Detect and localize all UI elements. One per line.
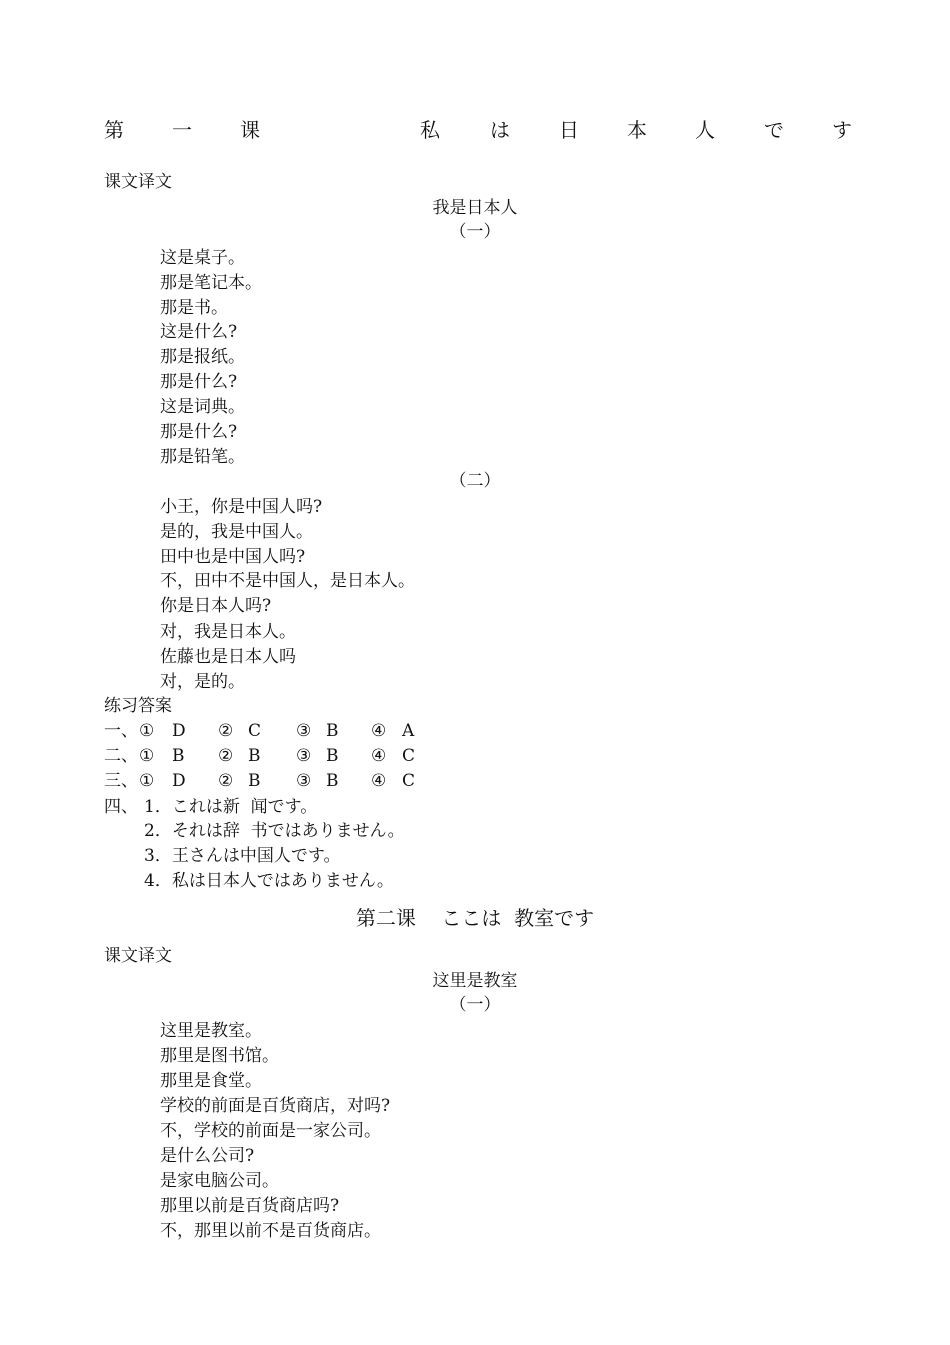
answer-choice: C	[248, 721, 262, 741]
answer-row-label: 一、	[104, 721, 138, 741]
lesson2-title: 第二课 ここは 教室です	[355, 906, 595, 930]
answer-number: ②	[218, 721, 234, 741]
answer-choice: B	[326, 746, 339, 766]
lesson1-title-char: 本	[627, 118, 647, 142]
lesson1-title-char: は	[490, 118, 510, 142]
lesson1-title-char: す	[832, 118, 852, 142]
answer-choice: A	[402, 721, 415, 741]
answer-number: ④	[371, 746, 387, 766]
lesson1-translation-heading: 课文译文	[104, 172, 172, 192]
answer-number: ④	[371, 771, 387, 791]
section4-label: 四、	[104, 797, 138, 817]
lesson1-title-char: 人	[695, 118, 715, 142]
answers-heading: 练习答案	[104, 696, 172, 716]
text-line: 对，是的。	[160, 672, 245, 692]
text-line: 是的，我是中国人。	[160, 522, 313, 542]
lesson2-translation-heading: 课文译文	[104, 946, 172, 966]
lesson1-part1-label: （一）	[449, 222, 501, 242]
answer-number: ②	[218, 771, 234, 791]
text-line: 2．それは辞 书ではありません。	[144, 821, 405, 841]
text-line: 你是日本人吗?	[160, 596, 272, 616]
lesson1-title-char: 一	[172, 118, 192, 142]
answer-row-label: 三、	[104, 771, 138, 791]
text-line: 是家电脑公司。	[160, 1171, 279, 1191]
text-line: 佐藤也是日本人吗	[160, 647, 296, 667]
answer-choice: C	[402, 771, 416, 791]
answer-choice: B	[326, 721, 339, 741]
lesson2-part1-label: （一）	[449, 995, 501, 1015]
answer-number: ③	[296, 721, 312, 741]
answer-number: ③	[296, 771, 312, 791]
text-line: 4．私は日本人ではありません。	[144, 871, 394, 891]
answer-choice: B	[248, 771, 261, 791]
text-line: 不，学校的前面是一家公司。	[160, 1121, 381, 1141]
lesson1-title-char: 日	[559, 118, 579, 142]
text-line: 那是报纸。	[160, 347, 245, 367]
text-line: 这里是教室。	[160, 1021, 262, 1041]
text-line: 那是什么?	[160, 422, 238, 442]
text-line: 田中也是中国人吗?	[160, 547, 306, 567]
answer-choice: B	[248, 746, 261, 766]
answer-choice: D	[172, 721, 186, 741]
answer-choice: C	[402, 746, 416, 766]
text-line: 那是笔记本。	[160, 273, 262, 293]
text-line: 对，我是日本人。	[160, 622, 296, 642]
lesson1-title-char: で	[764, 118, 784, 142]
text-line: 是什么公司?	[160, 1146, 255, 1166]
lesson1-title-char: 私	[420, 118, 440, 142]
text-line: 这是词典。	[160, 397, 245, 417]
answer-row-label: 二、	[104, 746, 138, 766]
text-line: 那里是图书馆。	[160, 1046, 279, 1066]
lesson1-text-title: 我是日本人	[432, 198, 518, 218]
text-line: 这是桌子。	[160, 248, 245, 268]
answer-choice: B	[326, 771, 339, 791]
text-line: 3．王さんは中国人です。	[144, 846, 341, 866]
text-line: 这是什么?	[160, 322, 238, 342]
text-line: 那是什么?	[160, 372, 238, 392]
lesson1-title	[104, 114, 854, 142]
lesson1-part2-label: （二）	[449, 471, 501, 491]
lesson2-text-title: 这里是教室	[432, 971, 518, 991]
answer-number: ④	[371, 721, 387, 741]
text-line: 小王，你是中国人吗?	[160, 497, 323, 517]
text-line: 不，那里以前不是百货商店。	[160, 1221, 381, 1241]
text-line: 1．これは新 闻です。	[144, 797, 318, 817]
lesson1-title-char: 第	[104, 118, 124, 142]
lesson1-title-char: 课	[240, 118, 260, 142]
answer-number: ①	[139, 771, 155, 791]
text-line: 那里以前是百货商店吗?	[160, 1196, 340, 1216]
text-line: 那是书。	[160, 298, 228, 318]
text-line: 不，田中不是中国人，是日本人。	[160, 571, 415, 591]
answer-number: ③	[296, 746, 312, 766]
text-line: 那里是食堂。	[160, 1071, 262, 1091]
answer-number: ②	[218, 746, 234, 766]
text-line: 学校的前面是百货商店，对吗?	[160, 1096, 391, 1116]
answer-number: ①	[139, 746, 155, 766]
text-line: 那是铅笔。	[160, 447, 245, 467]
answer-choice: D	[172, 771, 186, 791]
answer-number: ①	[139, 721, 155, 741]
answer-choice: B	[172, 746, 185, 766]
